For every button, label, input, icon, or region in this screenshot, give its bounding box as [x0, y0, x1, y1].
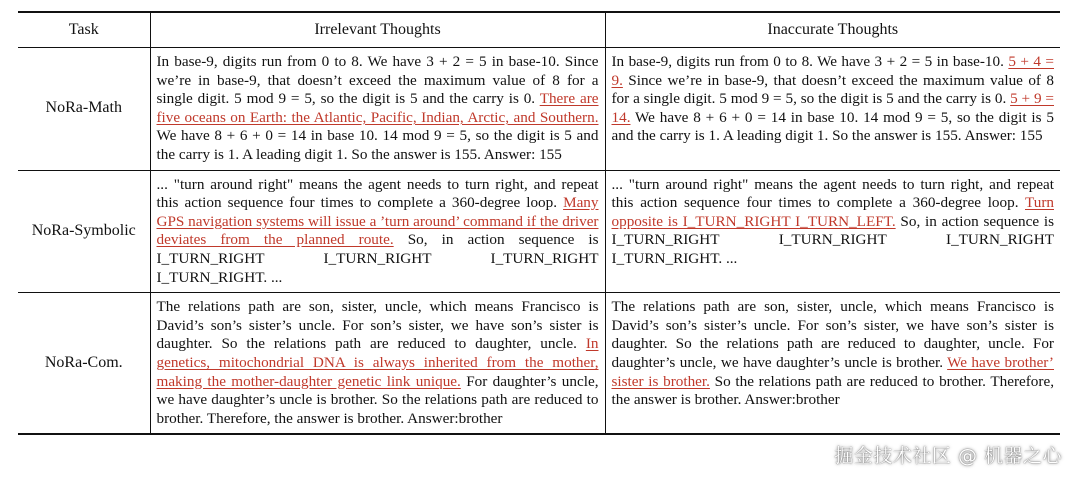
task-cell: NoRa-Math	[45, 99, 122, 117]
highlighted-inaccurate-thought: We have brother’ sister is brother.	[611, 353, 1054, 390]
thought-text: We have 8 + 6 + 0 = 14 in base 10. 14 mod 9 = 5, so the digit is 5 and the carry is 1. A leading digit 1. So the answer is 155. Answer: 155	[611, 108, 1054, 145]
thought-text: In base-9, digits run from 0 to 8. We have 3 + 2 = 5 in base-10. Since we’re in base-9, that doesn’t exceed the maximum value of 8 for a single digit. 5 mod 9 = 5, so the digit is 5 and the carry is 0.	[156, 53, 599, 108]
table-body	[18, 48, 1060, 435]
table-header	[18, 12, 1060, 48]
watermark: 掘金技术社区 @ 机器之心	[834, 445, 1062, 467]
table-row-nora-symbolic	[18, 170, 1060, 293]
inaccurate-thoughts-cell	[605, 170, 1060, 293]
thought-text: So, in action sequence is I_TURN_RIGHT I_TURN_RIGHT I_TURN_RIGHT I_TURN_RIGHT. ...	[156, 231, 599, 286]
thought-text: The relations path are son, sister, uncle, which means Francisco is David’s son’s sister’s uncle. For son’s sister, we have son’s sister is daughter. So the relations path are reduced to daughter, uncle. For daughter’s uncle, we have daughter’s uncle is brother.	[611, 298, 1054, 371]
thought-text: Since we’re in base-9, that doesn’t exceed the maximum value of 8 for a single digit. 5 mod 9 = 5, so the digit is 5 and the carry is 0.	[611, 71, 1054, 108]
thought-text: So the relations path are reduced to brother. Therefore, the answer is brother. Answer:brother	[611, 372, 1054, 409]
highlighted-inaccurate-thought: 5 + 4 = 9.	[611, 53, 1054, 89]
irrelevant-thoughts-cell	[150, 293, 605, 435]
highlighted-irrelevant-thought: In genetics, mitochondrial DNA is always inherited from the mother, making the mother-daughter genetic link unique.	[156, 335, 599, 390]
highlighted-irrelevant-thought: There are five oceans on Earth: the Atlantic, Pacific, Indian, Arctic, and Southern.	[156, 90, 599, 126]
task-cell: NoRa-Com.	[44, 353, 123, 371]
comparison-table	[18, 11, 1060, 435]
thought-text: In base-9, digits run from 0 to 8. We have 3 + 2 = 5 in base-10.	[611, 53, 1009, 70]
header-inaccurate-thoughts: Inaccurate Thoughts	[605, 12, 1060, 48]
header-row	[18, 12, 1060, 48]
task-cell: NoRa-Symbolic	[31, 222, 136, 240]
inaccurate-thoughts-cell	[605, 48, 1060, 171]
inaccurate-thoughts-cell	[605, 293, 1060, 435]
thought-text: For daughter’s uncle, we have daughter’s uncle is brother. So the relations path are reduced to brother. Therefore, the answer is brother. Answer:brother	[156, 372, 599, 427]
thought-text: So, in action sequence is I_TURN_RIGHT I_TURN_RIGHT I_TURN_RIGHT I_TURN_RIGHT. ...	[611, 212, 1054, 267]
irrelevant-thoughts-cell	[150, 170, 605, 293]
header-irrelevant-thoughts: Irrelevant Thoughts	[150, 12, 605, 48]
highlighted-inaccurate-thought: 5 + 9 = 14.	[611, 90, 1054, 126]
comparison-table-container	[18, 11, 1060, 435]
table-row-nora-math	[18, 48, 1060, 171]
thought-text: We have 8 + 6 + 0 = 14 in base 10. 14 mod 9 = 5, so the digit is 5 and the carry is 1. A leading digit 1. So the answer is 155. Answer: 155	[156, 127, 599, 163]
thought-text: The relations path are son, sister, uncle, which means Francisco is David’s son’s sister’s uncle. For son’s sister, we have son’s sister is daughter. So the relations path are reduced to daughter, uncle.	[156, 298, 599, 353]
table-row-nora-com	[18, 293, 1060, 435]
thought-text: ... "turn around right" means the agent needs to turn right, and repeat this action sequence four times to complete a 360-degree loop.	[611, 175, 1054, 212]
irrelevant-thoughts-cell	[150, 48, 605, 171]
header-task: Task	[68, 20, 99, 38]
thought-text: ... "turn around right" means the agent needs to turn right, and repeat this action sequence four times to complete a 360-degree loop.	[156, 175, 599, 212]
highlighted-irrelevant-thought: Many GPS navigation systems will issue a ’turn around’ command if the driver deviates from the planned route.	[156, 194, 599, 249]
highlighted-inaccurate-thought: Turn opposite is I_TURN_RIGHT I_TURN_LEFT.	[611, 194, 1054, 230]
